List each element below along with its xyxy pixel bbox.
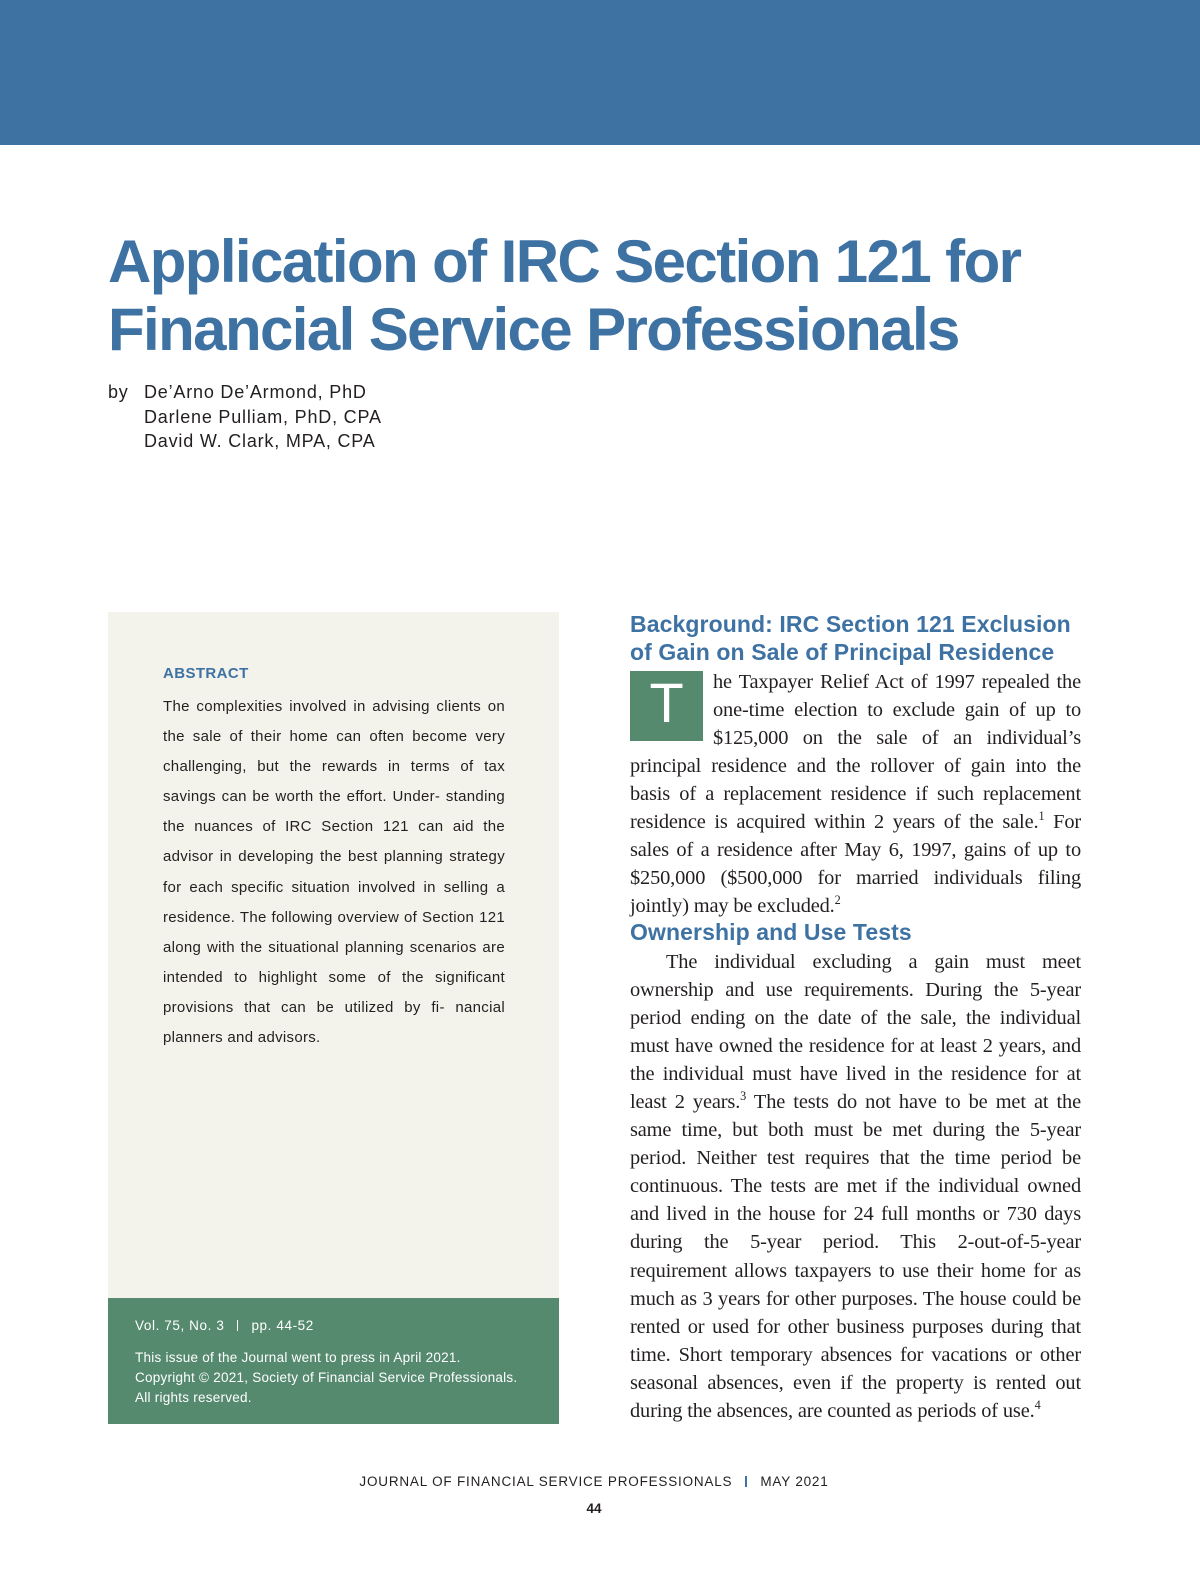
press-note: [135, 1348, 545, 1408]
section-paragraph: [630, 948, 1081, 1425]
heading-line-2: of Gain on Sale of Principal Residence: [630, 639, 1055, 665]
abstract-text: The complexities involved in advising clients on the sale of their home can often become very challenging, but the rewards in terms of tax savings can be worth the effort. Under- standing the nuances of IRC Section 121 can aid the advisor in developing the best planning strategy for each specific situation involved in selling a residence. The following overview of Section 121 along with the situational planning scenarios are intended to highlight some of the significant provisions that can be utilized by fi- nancial planners and advisors.: [163, 698, 505, 1047]
abstract-heading: ABSTRACT: [163, 665, 249, 682]
copyright-note: Copyright © 2021, Society of Financial Service Professionals.: [135, 1370, 518, 1385]
issue-separator: [237, 1320, 238, 1331]
top-color-band: [0, 0, 1200, 145]
press-date-note: This issue of the Journal went to press in April 2021.: [135, 1350, 461, 1365]
section-body-ownership: [630, 948, 1081, 1425]
paragraph-text: The individual excluding a gain must meet ownership and use requirements. During the 5-year period ending on the date of the sale, the individual must have owned the residence for at least 2 years, and the individual must have lived in the residence for at least 2 years.: [630, 951, 1081, 1114]
page-range: pp. 44-52: [251, 1318, 314, 1333]
issue-line: [135, 1318, 314, 1333]
author-name: David W. Clark, MPA, CPA: [144, 431, 376, 451]
title-line-1: Application of IRC Section 121 for: [108, 228, 1021, 295]
paragraph-text: he Taxpayer Relief Act of 1997 repealed the one-time election to exclude gain of up to $125,000 on the sale of an individual’s principal residence and the rollover of gain into the basis of a replacement residence if such replacement residence is acquired within 2 years of the sale.: [630, 671, 1081, 834]
page-number: 44: [586, 1501, 602, 1516]
volume-number: Vol. 75, No. 3: [135, 1318, 225, 1333]
page-footer: [0, 1474, 1188, 1489]
section-heading-background: [630, 610, 1090, 666]
drop-cap: T: [630, 671, 703, 741]
issue-date: MAY 2021: [760, 1474, 829, 1489]
author-name: Darlene Pulliam, PhD, CPA: [144, 406, 382, 427]
section-paragraph: [630, 668, 1081, 920]
section-heading-ownership: Ownership and Use Tests: [630, 919, 912, 945]
journal-name: JOURNAL OF FINANCIAL SERVICE PROFESSIONALS: [359, 1474, 733, 1489]
byline: [108, 380, 382, 454]
footnote-ref: 2: [834, 893, 841, 908]
paragraph-text: For sales of a residence after May 6, 1997, gains of up to $250,000 ($500,000 for married individuals filing jointly) may be excluded.: [630, 811, 1082, 918]
footer-separator: [745, 1476, 747, 1487]
heading-line-1: Background: IRC Section 121 Exclusion: [630, 611, 1071, 637]
title-line-2: Financial Service Professionals: [108, 296, 959, 363]
author-name: De’Arno De’Armond, PhD: [144, 382, 367, 402]
author-list: [144, 380, 382, 454]
paragraph-text: The tests do not have to be met at the same time, but both must be met during the 5-year period. Neither test requires that the time period be continuous. The tests are met if the individual owned and lived in the house for 24 full months or 730 days during the 5-year period. This 2-out-of-5-year requirement allows taxpayers to use their home for as much as 3 years for other purposes. The house could be rented or used for other business purposes during that time. Short temporary absences for vacations or other seasonal absences, even if the property is rented out during the absences, are counted as periods of use.: [630, 1091, 1081, 1422]
by-label: by: [108, 382, 129, 402]
footnote-ref: 1: [1038, 809, 1045, 824]
footnote-ref: 4: [1034, 1397, 1041, 1412]
footnote-ref: 3: [740, 1089, 747, 1104]
issue-info-box: [108, 1298, 559, 1424]
rights-note: All rights reserved.: [135, 1390, 252, 1405]
section-body-background: [630, 668, 1081, 920]
abstract-box: [108, 612, 559, 1298]
article-title: [108, 228, 1148, 364]
